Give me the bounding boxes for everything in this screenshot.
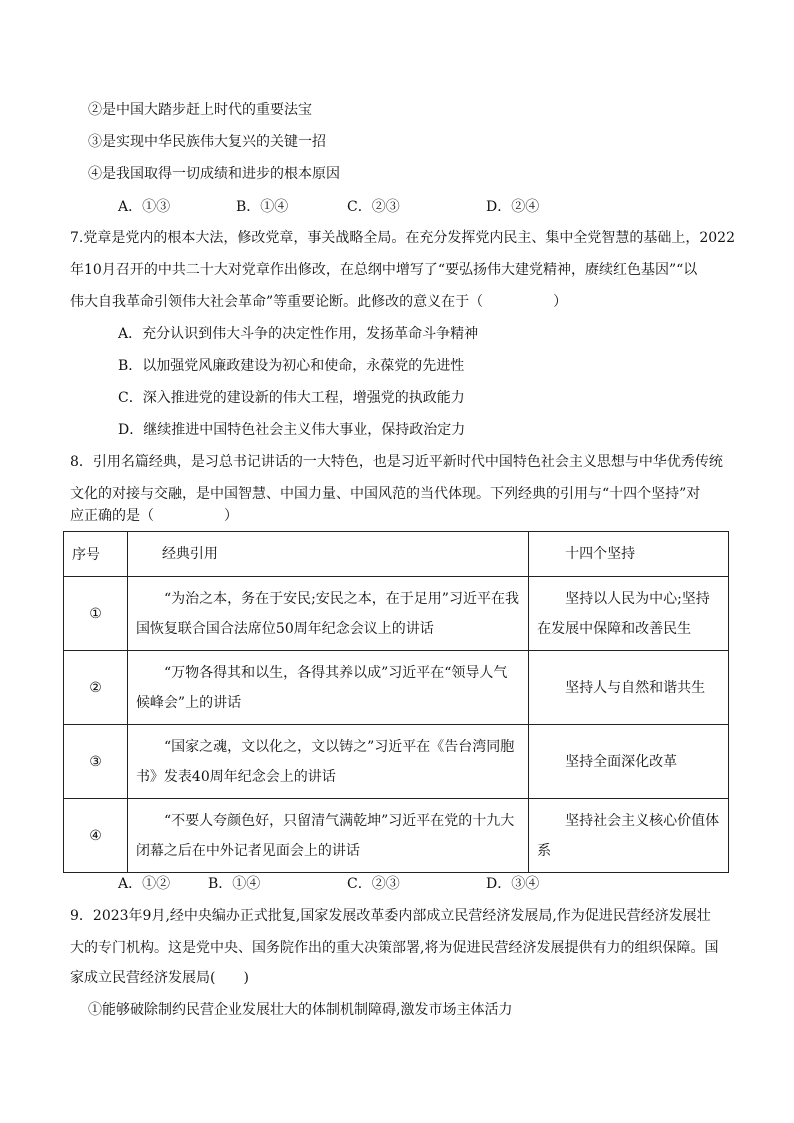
row-quote: “不要人夸颜色好，只留清气满乾坤”习近平在党的十九大闭幕之后在中外记者见面会上的讲话	[127, 799, 528, 873]
row-principle: 坚持人与自然和谐共生	[529, 651, 729, 725]
header-quote: 经典引用	[127, 532, 528, 577]
row-quote: “国家之魂，文以化之，文以铸之”习近平在《告台湾同胞书》发表40周年纪念会上的讲话	[127, 725, 528, 799]
q6-item-4: ④是我国取得一切成绩和进步的根本原因	[88, 166, 340, 182]
table-row	[64, 577, 729, 651]
q6-option-c: C．②③	[347, 199, 400, 215]
row-number: ③	[64, 725, 128, 799]
q8-stem-line-3: 应正确的是（ ）	[70, 508, 238, 524]
row-principle: 坚持以人民为中心;坚持在发展中保障和改善民生	[529, 577, 729, 651]
row-quote: “为治之本，务在于安民;安民之本，在于足用”习近平在我国恢复联合国合法席位50周年纪念会议上的讲话	[127, 577, 528, 651]
table-row	[64, 725, 729, 799]
q7-stem-line-1: 7.党章是党内的根本大法，修改党章，事关战略全局。在充分发挥党内民主、集中全党智慧的基础上，2022	[70, 230, 735, 246]
q7-option-c: C．深入推进党的建设新的伟大工程，增强党的执政能力	[118, 390, 465, 406]
row-quote: “万物各得其和以生，各得其养以成”习近平在“领导人气候峰会”上的讲话	[127, 651, 528, 725]
q8-option-c: C．②③	[347, 876, 400, 892]
row-number: ①	[64, 577, 128, 651]
q8-options	[0, 873, 794, 893]
q9-stem-line-2: 大的专门机构。这是党中央、国务院作出的重大决策部署,将为促进民营经济发展提供有力的组织保障。国	[70, 940, 719, 956]
q9-stem-line-3: 家成立民营经济发展局( )	[70, 970, 249, 986]
q6-item-3: ③是实现中华民族伟大复兴的关键一招	[88, 134, 326, 150]
q9-stem-line-1: 9．2023年9月,经中央编办正式批复,国家发展改革委内部成立民营经济发展局,作为促进民营经济发展壮	[70, 908, 711, 924]
table-header-row	[64, 532, 729, 577]
q6-option-b: B．①④	[236, 199, 289, 215]
row-principle: 坚持全面深化改革	[529, 725, 729, 799]
header-principle: 十四个坚持	[529, 532, 729, 577]
q8-option-b: B．①④	[208, 876, 261, 892]
row-principle: 坚持社会主义核心价值体系	[529, 799, 729, 873]
q7-option-d: D．继续推进中国特色社会主义伟大事业，保持政治定力	[118, 422, 466, 438]
q8-option-a: A．①②	[118, 876, 171, 892]
row-number: ④	[64, 799, 128, 873]
q9-item-1: ①能够破除制约民营企业发展壮大的体制机制障碍,激发市场主体活力	[88, 1002, 513, 1018]
row-number: ②	[64, 651, 128, 725]
q6-option-d: D．②④	[486, 199, 540, 215]
q8-stem-line-2: 文化的对接与交融，是中国智慧、中国力量、中国风范的当代体现。下列经典的引用与“十四个坚持”对	[70, 486, 701, 502]
q8-table	[63, 531, 729, 873]
q8-option-d: D．③④	[486, 876, 540, 892]
q6-item-2: ②是中国大踏步赶上时代的重要法宝	[88, 102, 312, 118]
q7-option-b: B．以加强党风廉政建设为初心和使命，永葆党的先进性	[118, 358, 465, 374]
q7-stem-line-2: 年10月召开的中共二十大对党章作出修改，在总纲中增写了“要弘扬伟大建党精神，赓续红色基因”“以	[70, 262, 698, 278]
table-row	[64, 651, 729, 725]
header-number: 序号	[64, 532, 128, 577]
q8-stem-line-1: 8．引用名篇经典，是习总书记讲话的一大特色，也是习近平新时代中国特色社会主义思想与中华优秀传统	[70, 454, 723, 470]
q6-options	[0, 196, 794, 216]
q7-stem-line-3: 伟大自我革命引领伟大社会革命”等重要论断。此修改的意义在于（ ）	[70, 294, 568, 310]
q6-option-a: A．①③	[118, 199, 171, 215]
q7-option-a: A．充分认识到伟大斗争的决定性作用，发扬革命斗争精神	[118, 326, 479, 342]
table-row	[64, 799, 729, 873]
